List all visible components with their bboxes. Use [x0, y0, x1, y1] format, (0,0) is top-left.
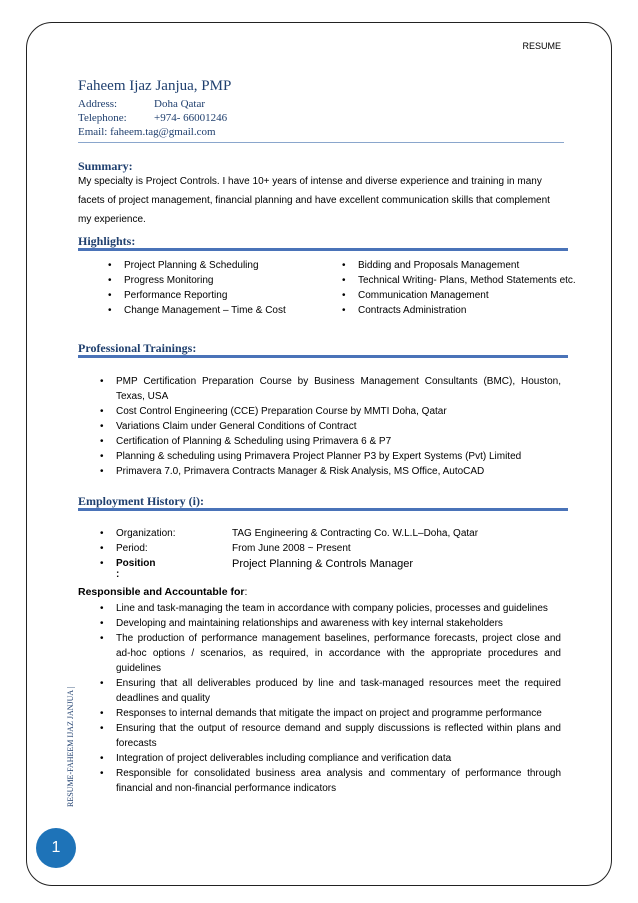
- organization-value: TAG Engineering & Contracting Co. W.L.L–Doha, Qatar: [232, 528, 479, 539]
- responsibilities-title: [78, 586, 247, 598]
- list-item: • Bidding and Proposals Management: [342, 258, 602, 273]
- position-label: Position :: [116, 558, 156, 580]
- list-item: • Responses to internal demands that mitigate the impact on project and programme performance: [100, 706, 561, 721]
- candidate-name: Faheem Ijaz Janjua, PMP: [78, 78, 232, 94]
- period-value: From June 2008 ~ Present: [232, 543, 351, 554]
- page-number: 1: [51, 839, 61, 856]
- responsibilities-title-text: Responsible and Accountable for: [78, 586, 245, 598]
- list-item: • Ensuring that all deliverables produced by line and task-managed resources meet the required deadlines and quality: [100, 676, 561, 706]
- employment-rule: [78, 508, 568, 511]
- telephone-line: [78, 112, 227, 124]
- bullet: •: [100, 543, 104, 554]
- position-value: Project Planning & Controls Manager: [232, 558, 413, 570]
- highlights-right-list: [342, 258, 602, 318]
- list-item: • Integration of project deliverables including compliance and verification data: [100, 751, 561, 766]
- list-item: • Contracts Administration: [342, 303, 602, 318]
- highlights-heading: Highlights:: [78, 234, 136, 248]
- list-item: • Primavera 7.0, Primavera Contracts Manager & Risk Analysis, MS Office, AutoCAD: [100, 464, 561, 479]
- list-item: • Progress Monitoring: [108, 273, 333, 288]
- highlights-left-list: [108, 258, 333, 318]
- address-line: [78, 98, 205, 110]
- list-item: • Planning & scheduling using Primavera Project Planner P3 by Expert Systems (Pvt) Limited: [100, 449, 561, 464]
- list-item: • Cost Control Engineering (CCE) Preparation Course by MMTI Doha, Qatar: [100, 404, 561, 419]
- list-item: • Variations Claim under General Conditions of Contract: [100, 419, 561, 434]
- organization-label: Organization:: [116, 528, 176, 539]
- list-item: • Line and task-managing the team in accordance with company policies, processes and guidelines: [100, 601, 561, 616]
- list-item: • Performance Reporting: [108, 288, 333, 303]
- list-item: • Project Planning & Scheduling: [108, 258, 333, 273]
- address-value: Doha Qatar: [154, 98, 206, 110]
- list-item: • Change Management – Time & Cost: [108, 303, 333, 318]
- period-label: Period:: [116, 543, 148, 554]
- highlights-rule: [78, 248, 568, 251]
- list-item: • Responsible for consolidated business area analysis and commentary of performance through financial and non-financial performance indicators: [100, 766, 561, 796]
- list-item: • Certification of Planning & Scheduling using Primavera 6 & P7: [100, 434, 561, 449]
- resume-label: RESUME: [522, 41, 561, 51]
- employment-heading: Employment History (i):: [78, 494, 204, 508]
- list-item: • Communication Management: [342, 288, 602, 303]
- trainings-heading: Professional Trainings:: [78, 341, 197, 355]
- list-item: • PMP Certification Preparation Course by Business Management Consultants (BMC), Houston, Texas, USA: [100, 374, 561, 404]
- telephone-value: +974- 66001246: [154, 112, 228, 124]
- responsibilities-title-colon: :: [244, 586, 248, 598]
- email-line: [78, 126, 216, 138]
- page-number-badge: [36, 828, 76, 868]
- email-label: Email:: [78, 126, 108, 138]
- summary-text: My specialty is Project Controls. I have 10+ years of intense and diverse experience and training in many facets of project management, financial planning and have excellent communication skills that complement my experience.: [78, 176, 550, 225]
- summary-heading: Summary:: [78, 159, 133, 173]
- bullet: •: [100, 558, 104, 569]
- side-footer-text: RESUME-FAHEEM IJAZ JANJUA |: [66, 686, 75, 807]
- list-item: • Developing and maintaining relationships and awareness with key internal stakeholders: [100, 616, 561, 631]
- email-value: faheem.tag@gmail.com: [110, 126, 216, 138]
- trainings-rule: [78, 355, 568, 358]
- responsibilities-list: [100, 601, 561, 796]
- list-item: • Ensuring that the output of resource demand and supply discussions is reflected within plans and forecasts: [100, 721, 561, 751]
- address-label: Address:: [78, 98, 118, 110]
- list-item: • The production of performance management baselines, performance forecasts, project close and ad-hoc options / scenarios, as required, in accordance with the appropriate procedures and guidelines: [100, 631, 561, 676]
- telephone-label: Telephone:: [78, 112, 127, 124]
- contact-divider: [78, 142, 564, 143]
- trainings-list: [100, 374, 561, 479]
- bullet: •: [100, 528, 104, 539]
- list-item: • Technical Writing- Plans, Method Statements etc.: [342, 273, 602, 288]
